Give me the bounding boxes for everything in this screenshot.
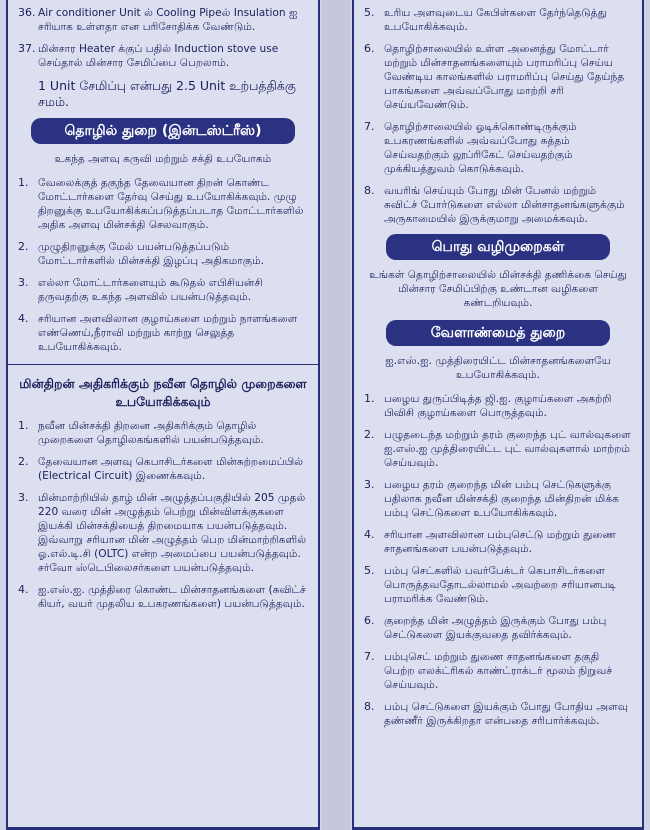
- item-text: சரியான அளவிலான குழாய்களை மற்றும் நாளங்களை எண்ணெய்,நீராவி மற்றும் காற்று செலுத்த உபயோகிக்கவும்.: [38, 313, 298, 353]
- page-gutter: [322, 0, 350, 830]
- item-number: 3.: [18, 491, 29, 504]
- list-item: [364, 564, 632, 606]
- item-text: உரிய அளவுடைய கேபிள்களை தேர்ந்தெடுத்து உபயோகிக்கவும்.: [384, 7, 607, 33]
- item-number: 37.: [18, 42, 36, 55]
- list-item: [18, 240, 308, 268]
- item-number: 2.: [18, 455, 29, 468]
- item-number: 6.: [364, 42, 375, 55]
- item-text: பழுதடைந்த மற்றும் தரம் குறைந்த புட் வால்வுகளை ஐ.எஸ்.ஐ முத்திரையிட்ட புட் வால்வுகளால் மாற்றம் செய்யவும்.: [384, 429, 631, 469]
- item-number: 4.: [18, 583, 29, 596]
- list-item: [364, 428, 632, 470]
- item-text: மின்சார Heater க்குப் பதில் Induction stove use செய்தால் மின்சார சேமிப்பை பெறலாம்.: [38, 43, 279, 69]
- list-item: [18, 583, 308, 611]
- item-text: ஐ.எஸ்.ஐ. முத்திரை கொண்ட மின்சாதனங்களை (சுவிட்ச் கியர், வயர் முதலிய உபகரணங்களை) பயன்படுத்தவும்.: [38, 584, 306, 610]
- item-text: தேவையான அளவு கெபாசிடர்களை மின்சுற்றமைப்பில் (Electrical Circuit) இணைக்கவும்.: [38, 456, 304, 482]
- agriculture-list: [364, 392, 632, 728]
- item-text: வேலைக்குத் தகுந்த தேவையான திறன் கொண்ட மோட்டார்களை தேர்வு செய்து உபயோகிக்கவும். முழு திறனுக்கு உபயோகிக்கப்படுத்தப்படாத மோட்டார்களில் அதிக அளவு மின்சக்தி செலவாகும்.: [38, 177, 304, 231]
- item-number: 6.: [364, 614, 375, 627]
- list-item: [364, 650, 632, 692]
- item-number: 1.: [364, 392, 375, 405]
- list-item: [18, 276, 308, 304]
- list-item: [364, 614, 632, 642]
- item-number: 4.: [364, 528, 375, 541]
- general-methods-banner: பொது வழிமுறைகள்: [386, 234, 610, 260]
- item-text: நவீன மின்சக்தி திறனை அதிகரிக்கும் தொழில் முறைகளை தொழிலகங்களில் பயன்படுத்தவும்.: [38, 420, 264, 446]
- item-number: 1.: [18, 176, 29, 189]
- item-text: எல்லா மோட்டார்களையும் கூடுதல் எபிசியன்சி தருவதற்கு உகந்த அளவில் பயன்படுத்தவும்.: [38, 277, 263, 303]
- list-item: [18, 312, 308, 354]
- list-item: [364, 120, 632, 176]
- list-item: [364, 478, 632, 520]
- item-number: 36.: [18, 6, 36, 19]
- item-number: 3.: [18, 276, 29, 289]
- list-item: [18, 455, 308, 483]
- item-text: மின்மாற்றியில் தாழ் மின் அழுத்தப்பகுதியில் 205 முதல் 220 வரை மின் அழுத்தம் பெற்று மின்விளக்குகளை இயக்கி மின்சக்தியைத் திறமையாக பயன்படுத்தவும். இவ்வாறு சரியான மின் அழுத்தம் பெற மின்மாற்றிகளில் ஓ.எல்.டி.சி (OLTC) என்ற அமைப்பை பயன்படுத்தவும். சர்வோ ஸ்டெபிலைசர்களை பயன்படுத்தவும்.: [38, 492, 307, 574]
- agriculture-intro: ஐ.எஸ்.ஐ. முத்திரையிட்ட மின்சாதனங்களையே உபயோகிக்கவும்.: [385, 355, 611, 381]
- item-text: பம்பு செட்களில் பவர்பேக்டர் கெபாசிடர்களை பொருத்தவதோடல்லாமல் அவற்றை சரியானபடி பராமரிக்க வேண்டும்.: [384, 565, 617, 605]
- left-page: [6, 0, 320, 830]
- item-text: பழைய துருப்பிடித்த ஜி.ஐ. குழாய்களை அகற்றி பிவிசி குழாய்களை பொருத்தவும்.: [384, 393, 612, 419]
- item-text: சரியான அளவிலான பம்புசெட்டு மற்றும் துணை சாதனங்களை பயன்படுத்தவும்.: [384, 529, 616, 555]
- industry-list: [18, 176, 308, 354]
- left-top-list: [18, 6, 308, 70]
- list-item: [364, 528, 632, 556]
- item-number: 8.: [364, 700, 375, 713]
- item-number: 7.: [364, 120, 375, 133]
- industry-intro: உகந்த அளவு கருவி மற்றும் சக்தி உபயோகம்: [54, 153, 272, 165]
- item-text: குறைந்த மின் அழுத்தம் இருக்கும் போது பம்பு செட்டுகளை இயக்குவதை தவிர்க்கவும்.: [384, 615, 607, 641]
- section-divider: [8, 364, 318, 365]
- unit-saving-note: 1 Unit சேமிப்பு என்பது 2.5 Unit உற்பத்திக்கு சமம்.: [38, 78, 296, 109]
- list-item: [18, 176, 308, 232]
- list-item: [18, 491, 308, 575]
- list-item: [364, 700, 632, 728]
- agriculture-banner: வேளாண்மைத் துறை: [386, 320, 610, 346]
- list-item: [18, 6, 308, 34]
- industry-banner: தொழில் துறை (இன்டஸ்ட்ரீஸ்): [31, 118, 295, 144]
- list-item: [364, 184, 632, 226]
- industry-list-continued: [364, 6, 632, 226]
- item-number: 7.: [364, 650, 375, 663]
- item-number: 3.: [364, 478, 375, 491]
- list-item: [364, 392, 632, 420]
- item-text: பழைய தரம் குறைந்த மின் பம்பு செட்டுகளுக்கு பதிலாக நவீன மின்சக்தி குறைந்த மின்திறன் மிக்க பம்பு செட்டுகளை உபயோகிக்கவும்.: [384, 479, 619, 519]
- item-number: 1.: [18, 419, 29, 432]
- modern-methods-list: [18, 419, 308, 611]
- item-text: வயரிங் செய்யும் போது மின் பேனல் மற்றும் சுவிட்ச் போர்டுகளை எல்லா மின்சாதனங்களுக்கும் அருகாமையில் இருக்குமாறு அமைக்கவும்.: [384, 185, 625, 225]
- item-number: 5.: [364, 564, 375, 577]
- item-number: 5.: [364, 6, 375, 19]
- item-text: பம்புசெட் மற்றும் துணை சாதனங்களை தகுதி பெற்ற எலக்ட்ரிகல் காண்ட்ராக்டர் மூலம் நிறுவச் செய்யவும்.: [384, 651, 613, 691]
- list-item: [364, 42, 632, 112]
- item-text: பம்பு செட்டுகளை இயக்கும் போது போதிய அளவு தண்ணீர் இருக்கிறதா என்பதை சரிபார்க்கவும்.: [384, 701, 628, 727]
- modern-methods-heading: மின்திறன் அதிகரிக்கும் நவீன தொழில் முறைகளை உபயோகிக்கவும்: [19, 376, 307, 409]
- item-number: 4.: [18, 312, 29, 325]
- item-text: தொழிற்சாலையில் உள்ள அனைத்து மோட்டார் மற்றும் மின்சாதனங்களையும் பராமரிப்பு செய்ய வேண்டிய காலங்களில் பராமரிப்பு செய்து தேய்ந்த பாகங்களை அவ்வப்போது மாற்றி சரி செய்யவேண்டும்.: [384, 43, 625, 111]
- item-text: Air conditioner Unit ல் Cooling Pipeல் Insulation ஐ சரியாக உள்ளதா என பரிசோதிக்க வேண்டும்.: [38, 7, 298, 33]
- list-item: [18, 419, 308, 447]
- list-item: [18, 42, 308, 70]
- right-page: [352, 0, 644, 830]
- item-number: 2.: [18, 240, 29, 253]
- general-methods-intro: உங்கள் தொழிற்சாலையில் மின்சக்தி தணிக்கை செய்து மின்சார சேமிப்பிற்கு உண்டான வழிகளை கண்டறியவும்.: [369, 269, 627, 309]
- item-text: தொழிற்சாலையில் ஓடிக்கொண்டிருக்கும் உபகரணங்களில் அவ்வப்போது சுத்தம் செய்வதற்கும் லூப்ரிகேட் செய்வதற்கும் முக்கியத்துவம் கொடுக்கவும்.: [384, 121, 577, 175]
- item-number: 8.: [364, 184, 375, 197]
- item-text: முழுதிறனுக்கு மேல் பயன்படுத்தப்படும் மோட்டார்களில் மின்சக்தி இழப்பு அதிகமாகும்.: [38, 241, 265, 267]
- item-number: 2.: [364, 428, 375, 441]
- list-item: [364, 6, 632, 34]
